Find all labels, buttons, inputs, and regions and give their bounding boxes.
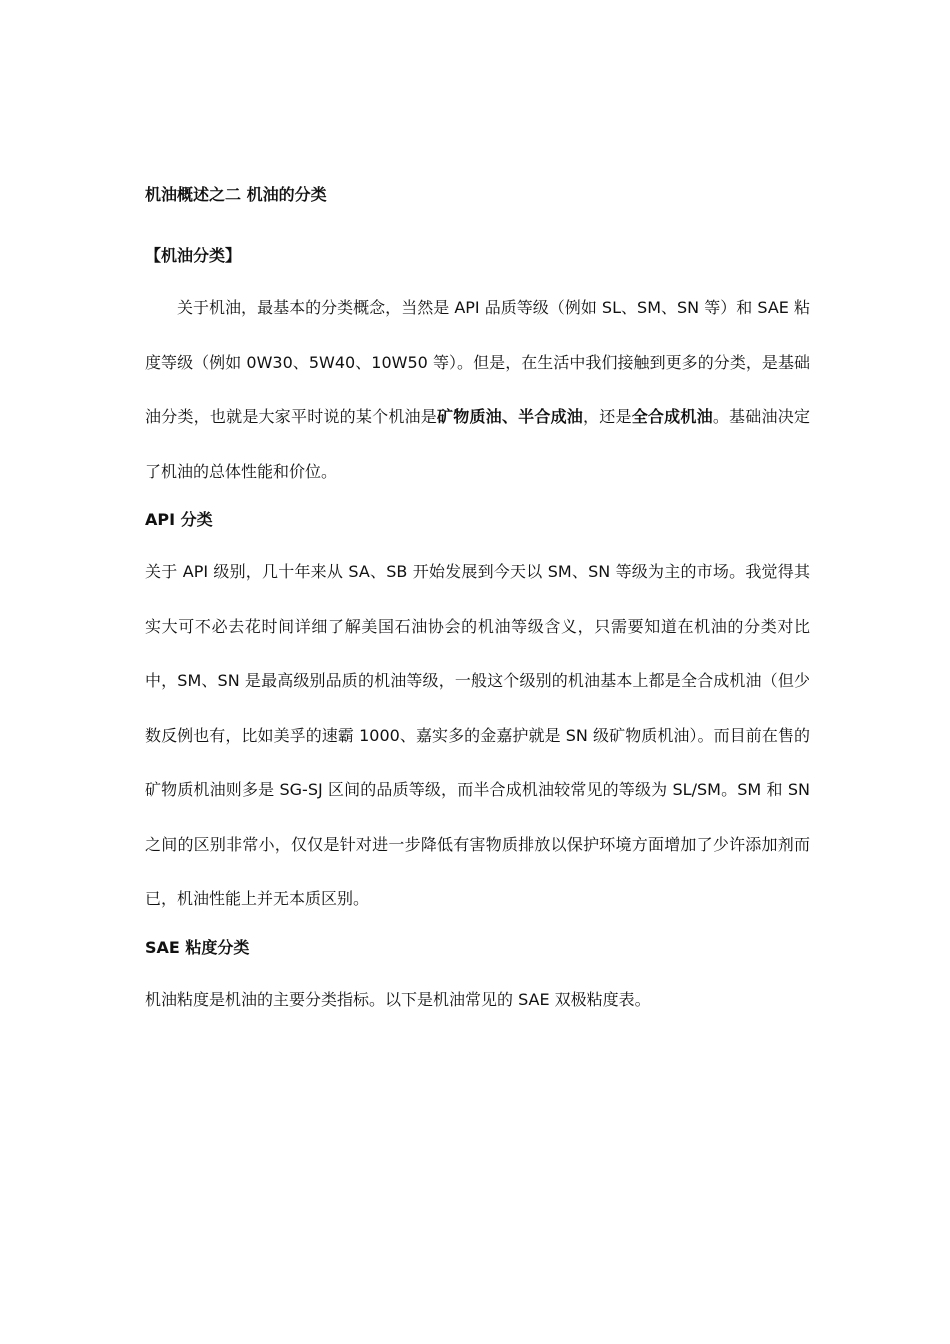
section-heading-sae: SAE 粘度分类 — [145, 937, 250, 957]
document-body — [145, 180, 810, 1027]
intro-paragraph — [145, 281, 810, 499]
intro-text-2: ，还是 — [583, 407, 632, 426]
intro-bold-full-synthetic: 全合成机油 — [631, 407, 713, 426]
document-title: 机油概述之二 机油的分类 — [145, 185, 327, 204]
section-heading-api: API 分类 — [145, 510, 213, 529]
intro-text-1: 关于机油，最基本的分类概念，当然是 API 品质等级（例如 SL、SM、SN 等）和 SAE 粘度等级（例如 0W30、5W40、10W50 等）。但是，在生活中我们接触到更多的分类，是基础油分类，也就是大家平时说的某个机油是 — [145, 298, 810, 426]
intro-bold-mineral-oil: 矿物质油 — [437, 407, 502, 426]
sae-paragraph: 机油粘度是机油的主要分类指标。以下是机油常见的 SAE 双极粘度表。 — [145, 989, 651, 1009]
section-heading-classification: 【机油分类】 — [145, 246, 242, 265]
intro-separator: 、 — [501, 407, 519, 426]
intro-bold-semi-synthetic: 半合成油 — [518, 407, 584, 426]
intro-text-3: 。基础油决定了机油的总体性能和价位。 — [145, 407, 810, 481]
api-paragraph: 关于 API 级别，几十年来从 SA、SB 开始发展到今天以 SM、SN 等级为主的市场。我觉得其实大可不必去花时间详细了解美国石油协会的机油等级含义，只需要知道在机油的分类对比中，SM、SN 是最高级别品质的机油等级，一般这个级别的机油基本上都是全合成机油（但少数反例也有，比如美孚的速霸 1000、嘉实多的金嘉护就是 SN 级矿物质机油）。而目前在售的矿物质机油则多是 SG-SJ 区间的品质等级，而半合成机油较常见的等级为 SL/SM。SM 和 SN 之间的区别非常小，仅仅是针对进一步降低有害物质排放以保护环境方面增加了少许添加剂而已，机油性能上并无本质区别。 — [145, 562, 810, 908]
